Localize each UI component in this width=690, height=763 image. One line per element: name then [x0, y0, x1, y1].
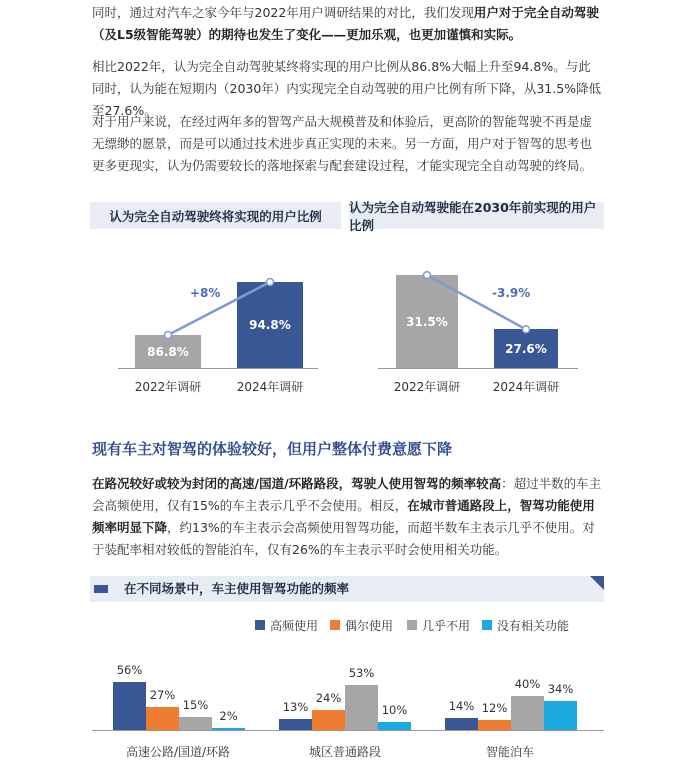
chart3-value-label: 53%: [348, 665, 375, 680]
paragraph-4: [92, 473, 602, 561]
chart2-title: 认为完全自动驾驶能在2030年前实现的用户比例: [349, 202, 604, 229]
paragraph-4-text-2: ，约13%的车主表示会高频使用智驾功能，而超半数车主表示几乎不使用。对于装配率相对较低的智能泊车，仅有26%的车主表示平时会使用相关功能。: [92, 520, 595, 557]
chart3-value-label: 27%: [149, 688, 176, 703]
paragraph-1-bold: 用户对于完全自动驾驶（及L5级智能驾驶）的期待也发生了变化——更加乐观，也更加谨慎和实际。: [92, 5, 599, 42]
paragraph-2: 相比2022年，认为完全自动驾驶某终将实现的用户比例从86.8%大幅上升至94.8%。与此同时，认为能在短期内（2030年）内实现完全自动驾驶的用户比例有所下降，从31.5%降低至27.6%。: [92, 59, 602, 118]
chart2-trend-point-2024: [523, 326, 530, 333]
chart3-value-label: 15%: [182, 698, 209, 713]
chart3-bar: [179, 717, 212, 730]
chart3-banner: [90, 576, 604, 602]
chart1-xlabel-2022: 2022年调研: [134, 380, 202, 394]
legend-swatch-icon: [407, 620, 417, 630]
chart3-value-label: 56%: [116, 663, 143, 678]
chart1-bar-2022-label: 86.8%: [147, 344, 189, 359]
chart3-bar: [445, 718, 478, 730]
chart3-bar: [279, 719, 312, 730]
chart3-bar: [146, 707, 179, 730]
chart3-xlabel-parking: 智能泊车: [485, 745, 534, 759]
chart2-trend-point-2022: [424, 272, 431, 279]
chart1-delta: +8%: [190, 286, 221, 300]
chart3-bar: [312, 710, 345, 730]
chart3-title: 在不同场景中，车主使用智驾功能的频率: [124, 581, 350, 596]
chart1-trend-point-2024: [267, 279, 274, 286]
chart2-bar-2024-label: 27.6%: [505, 341, 547, 356]
chart1-bar-2024-label: 94.8%: [249, 318, 291, 332]
chart3-xlabel-highway: 高速公路/国道/环路: [125, 745, 231, 759]
chart2-delta: -3.9%: [492, 286, 531, 300]
legend-item-rarely: [407, 617, 470, 633]
paragraph-4-bold-2: 在城市普通路段上，智驾功能使用频率明显下降: [92, 498, 595, 535]
chart3-baseline: [92, 730, 604, 731]
legend-label: 没有相关功能: [497, 618, 570, 633]
chart3-bar: [511, 696, 544, 730]
chart1-trend-line: [168, 282, 270, 335]
chart3-bar: [113, 682, 146, 730]
chart3-value-label: 14%: [448, 699, 475, 714]
legend-item-none: [482, 617, 569, 633]
chart2-trend-line: [427, 275, 526, 329]
legend-swatch-icon: [482, 620, 492, 630]
paragraph-4-bold-1: 在路况较好或较为封闭的高速/国道/环路路段，驾驶人使用智驾的频率较高: [92, 476, 502, 491]
chart3-value-label: 13%: [282, 699, 309, 714]
chart3-xlabel-urban: 城区普通路段: [308, 745, 381, 759]
chart1-trend-point-2022: [165, 332, 172, 339]
chart3-value-label: 24%: [315, 690, 342, 705]
chart1-xlabel-2024: 2024年调研: [236, 380, 304, 394]
chart3-bar: [345, 685, 378, 730]
chart3-bar: [378, 722, 411, 731]
chart2-xlabel-2024: 2024年调研: [492, 380, 560, 394]
paragraph-3: 对于用户来说，在经过两年多的智驾产品大规模普及和体验后，更高阶的智能驾驶不再是虚无缥缈的愿景，而是可以通过技术进步真正实现的未来。另一方面，用户对于智驾的思考也更多更现实，认为仍需要较长的落地探索与配套建设过程，才能实现完全自动驾驶的终局。: [92, 114, 593, 173]
legend-label: 几乎不用: [422, 618, 471, 633]
paragraph-1-text: 同时，通过对汽车之家今年与2022年用户调研结果的对比，我们发现: [92, 5, 474, 20]
paragraph-4-text-1: ：超过半数的车主会高频使用，仅有15%的车主表示几乎不会使用。相反，: [92, 476, 602, 513]
chart1-title: 认为完全自动驾驶终将实现的用户比例: [90, 202, 341, 229]
legend-swatch-icon: [330, 620, 340, 630]
section-title: 现有车主对智驾的体验较好，但用户整体付费意愿下降: [92, 440, 453, 458]
chart3-bar: [478, 720, 511, 730]
chart3-value-label: 2%: [219, 709, 238, 724]
chart3-value-label: 40%: [514, 677, 541, 691]
legend-item-occasional: [330, 617, 393, 633]
chart3-value-label: 10%: [381, 702, 408, 717]
legend-label: 偶尔使用: [345, 618, 394, 633]
banner-corner-icon: [590, 576, 604, 590]
chart3-bar: [544, 701, 577, 730]
legend-item-high: [255, 617, 318, 633]
banner-marker-icon: [94, 585, 108, 593]
chart2-bar-2022-label: 31.5%: [406, 314, 448, 329]
legend-label: 高频使用: [270, 618, 319, 633]
legend-swatch-icon: [255, 620, 265, 630]
chart3-value-label: 34%: [547, 682, 574, 697]
chart2-xlabel-2022: 2022年调研: [393, 380, 461, 394]
chart3-value-label: 12%: [481, 700, 508, 715]
